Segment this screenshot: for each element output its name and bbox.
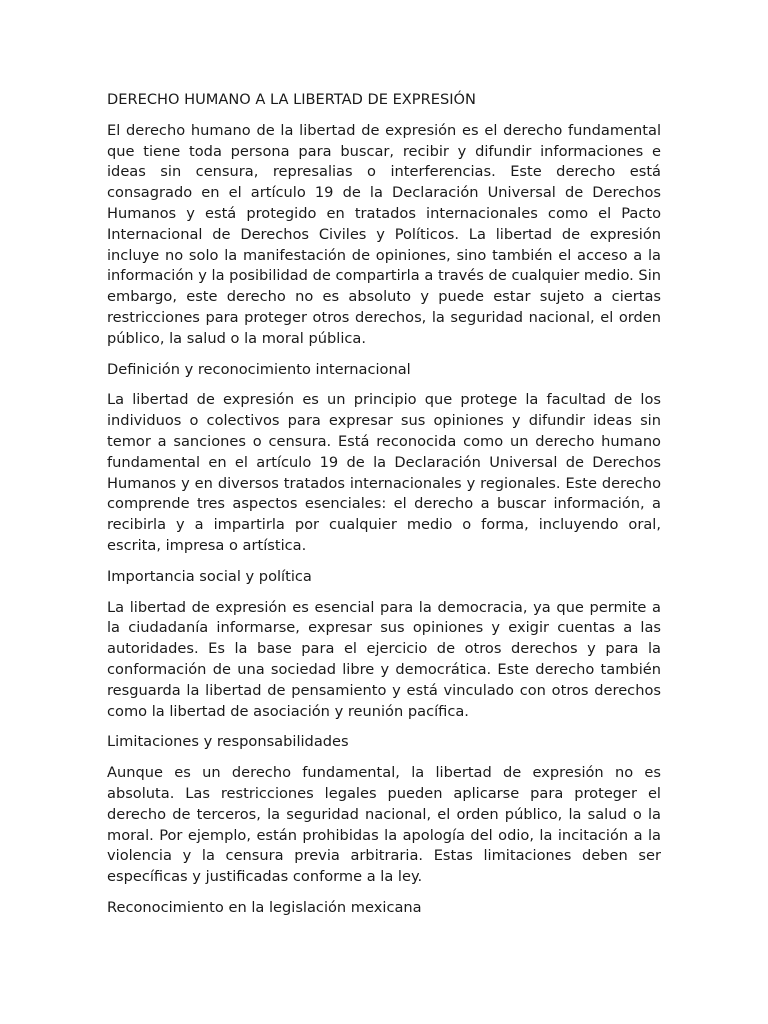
section-body-importancia: La libertad de expresión es esencial para la democracia, ya que permite a la ciudadanía informarse, expresar sus opiniones y exigir cuentas a las autoridades. Es la base para el ejercicio de otros derechos y para la conformación de una sociedad libre y democrática. Este derecho también resguarda la libertad de pensamiento y está vinculado con otros derechos como la libertad de asociación y reunión pacífica. [107, 598, 661, 720]
section-heading-limitaciones: Limitaciones y responsabilidades [107, 733, 349, 751]
document-title: DERECHO HUMANO A LA LIBERTAD DE EXPRESIÓN [107, 91, 476, 108]
section-heading-definicion: Definición y reconocimiento internacional [107, 360, 411, 378]
section-heading-importancia: Importancia social y política [107, 567, 312, 585]
section-heading-legislacion: Reconocimiento en la legislación mexicana [107, 898, 422, 916]
section-body-limitaciones: Aunque es un derecho fundamental, la libertad de expresión no es absoluta. Las restricciones legales pueden aplicarse para proteger el derecho de terceros, la seguridad nacional, el orden público, la salud o la moral. Por ejemplo, están prohibidas la apología del odio, la incitación a la violencia y la censura previa arbitraria. Estas limitaciones deben ser específicas y justificadas conforme a la ley. [107, 764, 661, 886]
intro-paragraph: El derecho humano de la libertad de expresión es el derecho fundamental que tiene toda persona para buscar, recibir y difundir informaciones e ideas sin censura, represalias o interferencias. Este derecho está consagrado en el artículo 19 de la Declaración Universal de Derechos Humanos y está protegido en tratados internacionales como el Pacto Internacional de Derechos Civiles y Políticos. La libertad de expresión incluye no solo la manifestación de opiniones, sino también el acceso a la información y la posibilidad de compartirla a través de cualquier medio. Sin embargo, este derecho no es absoluto y puede estar sujeto a ciertas restricciones para proteger otros derechos, la seguridad nacional, el orden público, la salud o la moral pública. [107, 121, 661, 347]
section-body-definicion: La libertad de expresión es un principio que protege la facultad de los individuos o colectivos para expresar sus opiniones y difundir ideas sin temor a sanciones o censura. Está reconocida como un derecho humano fundamental en el artículo 19 de la Declaración Universal de Derechos Humanos y en diversos tratados internacionales y regionales. Este derecho comprende tres aspectos esenciales: el derecho a buscar información, a recibirla y a impartirla por cualquier medio o forma, incluyendo oral, escrita, impresa o artística. [107, 391, 661, 554]
document-page [107, 90, 661, 929]
